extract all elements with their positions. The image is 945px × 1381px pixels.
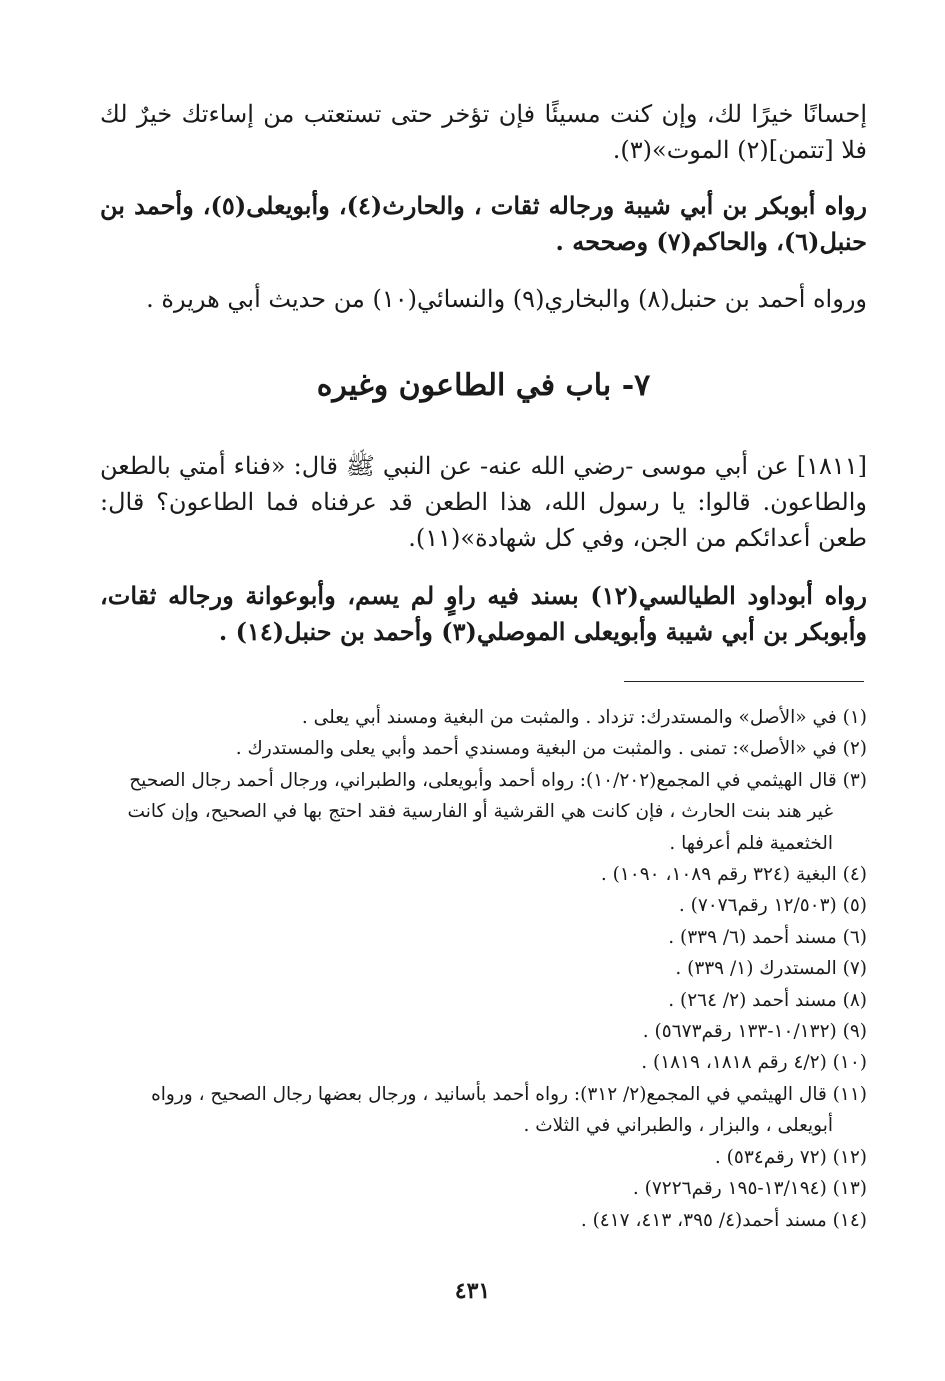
hadith-paragraph: [100, 448, 867, 556]
footnote-10: (١٠) (٤/٢ رقم ١٨١٨، ١٨١٩) .: [641, 1052, 867, 1074]
narration-paragraph: [100, 578, 867, 650]
footnote-11: (١١) قال الهيثمي في المجمع(٢/ ٣١٢): رواه أحمد بأسانيد ، ورجال بعضها رجال الصحيح ، ورواه: [151, 1083, 867, 1105]
paragraph-text: ورواه أحمد بن حنبل(٨) والبخاري(٩) والنسائي(١٠) من حديث أبي هريرة .: [146, 285, 867, 313]
footnote-9: (٩) (١٠/١٣٢-١٣٣ رقم٥٦٧٣) .: [642, 1021, 867, 1043]
footnote-separator: [624, 681, 864, 682]
paragraph-text: رواه أبوبكر بن أبي شيبة ورجاله ثقات ، والحارث(٤)، وأبويعلى(٥)، وأحمد بن حنبل(٦)، والحاكم(٧) وصححه .: [100, 191, 868, 256]
footnote-13: (١٣) (١٣/١٩٤-١٩٥ رقم٧٢٢٦) .: [632, 1178, 867, 1200]
paragraph-hadith-end: [100, 96, 867, 168]
footnotes: [100, 702, 867, 1236]
footnote-5: (٥) (١٢/٥٠٣ رقم٧٠٧٦) .: [678, 895, 867, 917]
page-number: ٤٣١: [454, 1278, 491, 1304]
paragraph-narrators-1: [100, 188, 867, 260]
footnote-7: (٧) المستدرك (١/ ٣٣٩) .: [675, 958, 867, 980]
footnote-3: (٣) قال الهيثمي في المجمع(١٠/٢٠٢): رواه أحمد وأبويعلى، والطبراني، ورجال أحمد رجال الصحيح: [129, 769, 867, 791]
footnote-2: (٢) في «الأصل»: تمنى . والمثبت من البغية ومسندي أحمد وأبي يعلى والمستدرك .: [235, 738, 867, 760]
footnote-1: (١) في «الأصل» والمستدرك: تزداد . والمثبت من البغية ومسند أبي يعلى .: [301, 707, 867, 728]
footnote-14: (١٤) مسند أحمد(٤/ ٣٩٥، ٤١٣، ٤١٧) .: [580, 1209, 867, 1231]
hadith-text: [١٨١١] عن أبي موسى -رضي الله عنه- عن النبي ﷺ قال: «فناء أمتي بالطعن والطاعون. قالوا: يا رسول الله، هذا الطعن قد عرفناه فما الطاعون؟ قال: طعن أعدائكم من الجن، وفي كل شهادة»(١١).: [100, 452, 867, 552]
footnote-3-continuation: غير هند بنت الحارث ، فإن كانت هي القرشية أو الفارسية فقد احتج بها في الصحيح، وإن كانت الخثعمية فلم أعرفها .: [127, 801, 833, 854]
paragraph-text: إحسانًا خيرًا لك، وإن كنت مسيئًا فإن تؤخر حتى تستعتب من إساءتك خيرٌ لك فلا [تتمن](٢) الموت»(٣).: [100, 100, 867, 164]
narration-text: رواه أبوداود الطيالسي(١٢) بسند فيه راوٍ لم يسم، وأبوعوانة ورجاله ثقات، وأبوبكر بن أبي شيبة وأبويعلى الموصلي(٣) وأحمد بن حنبل(١٤) .: [100, 581, 867, 646]
footnote-6: (٦) مسند أحمد (٦/ ٣٣٩) .: [668, 926, 867, 948]
footnote-12: (١٢) (٧٢ رقم٥٣٤) .: [714, 1146, 867, 1168]
chapter-heading: ٧- باب في الطاعون وغيره: [316, 368, 651, 403]
footnote-4: (٤) البغية (٣٢٤ رقم ١٠٨٩، ١٠٩٠) .: [600, 864, 867, 886]
footnote-8: (٨) مسند أحمد (٢/ ٢٦٤) .: [668, 989, 867, 1011]
paragraph-narrators-2: [100, 281, 867, 317]
footnote-11-continuation: أبويعلى ، والبزار ، والطبراني في الثلاث .: [523, 1115, 833, 1137]
